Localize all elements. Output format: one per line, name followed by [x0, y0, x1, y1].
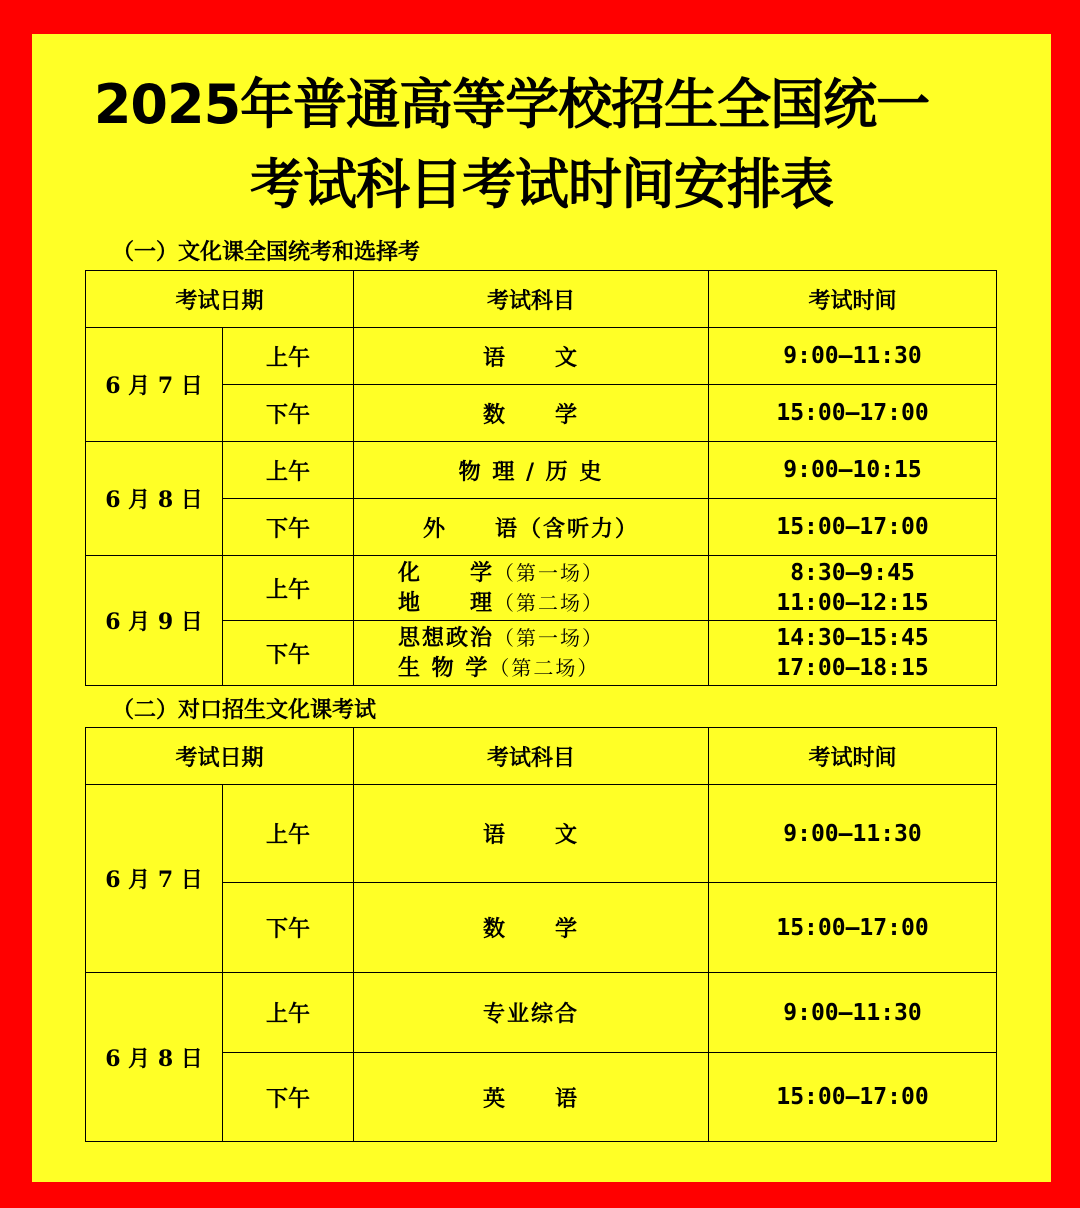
table-header-row [86, 271, 997, 328]
header-date: 考试日期 [86, 728, 354, 785]
header-date: 考试日期 [86, 271, 354, 328]
time-line: 17:00—18:15 [776, 655, 929, 681]
period-cell: 上午 [223, 328, 354, 385]
table-row [86, 883, 997, 973]
table-row [86, 1053, 997, 1142]
page-title-line2: 考试科目考试时间安排表 [250, 153, 833, 216]
subject-cell [354, 621, 709, 686]
period-cell: 下午 [223, 621, 354, 686]
time-cell [709, 556, 997, 621]
header-subject: 考试科目 [354, 271, 709, 328]
period-cell: 上午 [223, 973, 354, 1053]
section1-heading: （一）文化课全国统考和选择考 [112, 239, 421, 265]
date-cell: 6 月 7 日 [86, 785, 223, 973]
subject-cell: 英 语 [354, 1053, 709, 1142]
subject-cell: 外 语（含听力） [354, 499, 709, 556]
header-time: 考试时间 [709, 728, 997, 785]
date-cell: 6 月 9 日 [86, 556, 223, 686]
date-cell: 6 月 8 日 [86, 442, 223, 556]
header-subject: 考试科目 [354, 728, 709, 785]
table-row [86, 328, 997, 385]
subject-name: 化 学 [398, 560, 495, 586]
time-cell [709, 621, 997, 686]
period-cell: 下午 [223, 883, 354, 973]
subject-cell [354, 556, 709, 621]
header-time: 考试时间 [709, 271, 997, 328]
session-note: （第一场） [494, 626, 605, 650]
period-cell: 上午 [223, 442, 354, 499]
subject-cell: 数 学 [354, 385, 709, 442]
table-row [86, 442, 997, 499]
table-row [86, 556, 997, 621]
time-cell: 15:00—17:00 [709, 385, 997, 442]
table-row [86, 385, 997, 442]
date-cell: 6 月 7 日 [86, 328, 223, 442]
time-cell: 9:00—11:30 [709, 785, 997, 883]
period-cell: 上午 [223, 785, 354, 883]
table-row [86, 973, 997, 1053]
subject-line [398, 653, 708, 683]
table-row [86, 499, 997, 556]
subject-cell: 语 文 [354, 328, 709, 385]
subject-name: 生 物 学 [398, 655, 490, 681]
time-cell: 15:00—17:00 [709, 883, 997, 973]
section2-table [85, 727, 997, 1142]
date-cell: 6 月 8 日 [86, 973, 223, 1142]
subject-cell: 数 学 [354, 883, 709, 973]
time-line: 11:00—12:15 [776, 590, 929, 616]
session-note: （第一场） [494, 561, 605, 585]
subject-cell: 物 理 / 历 史 [354, 442, 709, 499]
table-row [86, 785, 997, 883]
session-note: （第二场） [489, 656, 600, 680]
period-cell: 下午 [223, 385, 354, 442]
section1-table [85, 270, 997, 686]
period-cell: 上午 [223, 556, 354, 621]
table-row [86, 621, 997, 686]
time-line: 8:30—9:45 [790, 560, 915, 586]
subject-name: 地 理 [398, 590, 495, 616]
page-title-line1: 2025年普通高等学校招生全国统一 [93, 73, 930, 136]
time-line: 14:30—15:45 [776, 625, 929, 651]
period-cell: 下午 [223, 499, 354, 556]
time-cell: 15:00—17:00 [709, 1053, 997, 1142]
time-cell: 15:00—17:00 [709, 499, 997, 556]
subject-line [398, 623, 708, 653]
schedule-panel [32, 34, 1051, 1182]
subject-line [398, 558, 708, 588]
time-cell: 9:00—11:30 [709, 328, 997, 385]
session-note: （第二场） [494, 591, 605, 615]
subject-name: 思想政治 [398, 625, 495, 651]
table-header-row [86, 728, 997, 785]
section2-heading: （二）对口招生文化课考试 [112, 697, 377, 723]
period-cell: 下午 [223, 1053, 354, 1142]
time-cell: 9:00—10:15 [709, 442, 997, 499]
subject-line [398, 588, 708, 618]
subject-cell: 语 文 [354, 785, 709, 883]
time-cell: 9:00—11:30 [709, 973, 997, 1053]
subject-cell: 专业综合 [354, 973, 709, 1053]
